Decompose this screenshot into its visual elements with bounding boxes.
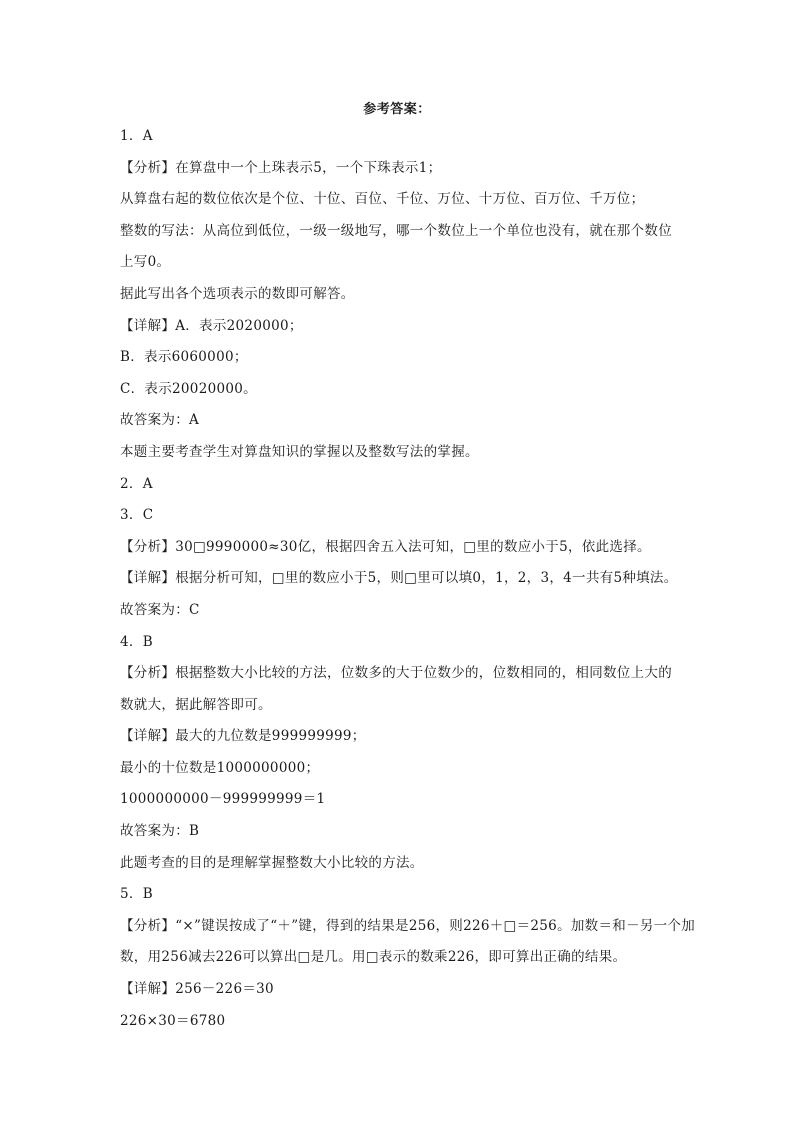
answer-line: 故答案为：A [120, 412, 200, 429]
answer-line: 整数的写法：从高位到低位，一级一级地写，哪一个数位上一个单位也没有，就在那个数位 [120, 222, 672, 239]
answer-line: 最小的十位数是1000000000； [120, 759, 320, 776]
answer-line: 【分析】30□9990000≈30亿，根据四舍五入法可知，□里的数应小于5，依此选择。 [120, 538, 651, 555]
answer-body [120, 121, 696, 1037]
answer-line: 2．A [120, 475, 153, 492]
answer-line: 【分析】在算盘中一个上珠表示5，一个下珠表示1； [120, 159, 442, 176]
answer-line: 本题主要考查学生对算盘知识的掌握以及整数写法的掌握。 [120, 443, 479, 460]
answer-line: 数就大，据此解答即可。 [120, 696, 272, 713]
page-title: 参考答案： [363, 102, 431, 117]
answer-line: 【详解】最大的九位数是999999999； [120, 728, 366, 745]
answer-line: 故答案为：C [120, 601, 200, 618]
answer-line: 上写0。 [120, 254, 171, 271]
answer-line: 【详解】A．表示2020000； [120, 317, 303, 334]
answer-line: 1．A [120, 128, 153, 144]
answer-line: 【详解】256－226＝30 [120, 981, 274, 998]
answer-line: 数，用256减去226可以算出□是几。用□表示的数乘226，即可算出正确的结果。 [120, 949, 627, 966]
answer-line: 3．C [120, 507, 154, 524]
answer-line: 据此写出各个选项表示的数即可解答。 [120, 285, 355, 302]
answer-line: 【分析】根据整数大小比较的方法，位数多的大于位数少的，位数相同的，相同数位上大的 [120, 665, 672, 682]
answer-line: 1000000000－999999999＝1 [120, 791, 326, 808]
answer-line: 【详解】根据分析可知，□里的数应小于5，则□里可以填0，1，2，3，4一共有5种填法。 [120, 570, 678, 587]
answer-line: 从算盘右起的数位依次是个位、十位、百位、千位、万位、十万位、百万位、千万位； [120, 191, 645, 208]
answer-line: B．表示6060000； [120, 349, 248, 366]
answer-line: C．表示20020000。 [120, 380, 257, 397]
answer-line: 226×30＝6780 [120, 1012, 226, 1029]
answer-line: 故答案为：B [120, 823, 200, 840]
answer-line: 5．B [120, 886, 153, 903]
answer-line: 【分析】“×”键误按成了“＋”键，得到的结果是256，则226＋□＝256。加数＝和－另一个加 [120, 917, 696, 934]
answer-line: 4．B [120, 633, 153, 650]
answer-line: 此题考查的目的是理解掌握整数大小比较的方法。 [120, 854, 424, 871]
